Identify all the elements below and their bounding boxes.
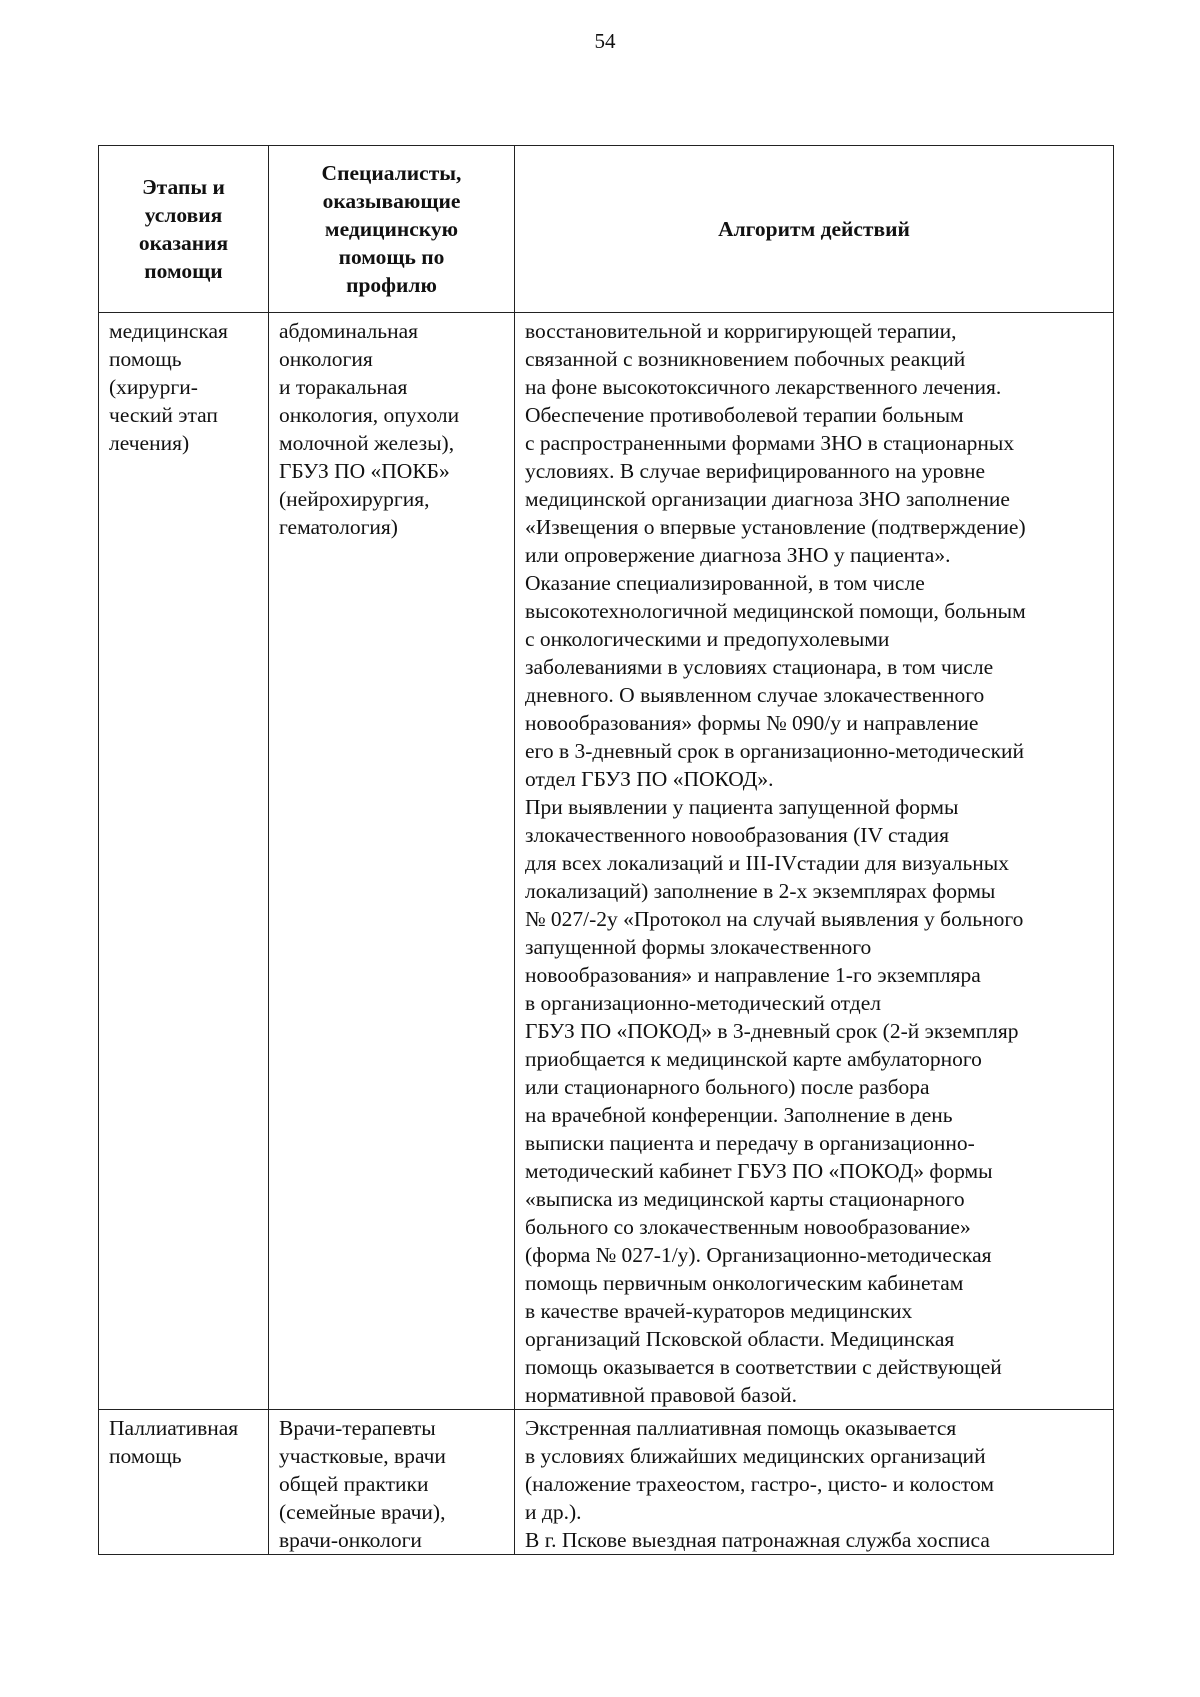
- stage-cell: Паллиативная помощь: [99, 1410, 269, 1555]
- algorithm-cell: Экстренная паллиативная помощь оказывается в условиях ближайших медицинских организаций (наложение трахеостом, гастро-, цисто- и колостом и др.). В г. Пскове выездная патронажная служба хосписа: [515, 1410, 1114, 1555]
- header-algorithm: Алгоритм действий: [515, 146, 1114, 313]
- stage-cell: медицинская помощь (хирурги- ческий этап лечения): [99, 313, 269, 1410]
- table-row: [99, 1410, 1114, 1555]
- specialists-cell: абдоминальная онкология и торакальная онкология, опухоли молочной железы), ГБУЗ ПО «ПОКБ» (нейрохирургия, гематология): [269, 313, 515, 1410]
- table-row: [99, 313, 1114, 1410]
- specialists-cell: Врачи-терапевты участковые, врачи общей практики (семейные врачи), врачи-онкологи: [269, 1410, 515, 1555]
- algorithm-cell: восстановительной и корригирующей терапии, связанной с возникновением побочных реакций на фоне высокотоксичного лекарственного лечения. Обеспечение противоболевой терапии больным с распространенными формами ЗНО в стационарных условиях. В случае верифицированного на уровне медицинской организации диагноза ЗНО заполнение «Извещения о впервые установление (подтверждение) или опровержение диагноза ЗНО у пациента». Оказание специализированной, в том числе высокотехнологичной медицинской помощи, больным с онкологическими и предопухолевыми заболеваниями в условиях стационара, в том числе дневного. О выявленном случае злокачественного новообразования» формы № 090/у и направление его в 3-дневный срок в организационно-методический отдел ГБУЗ ПО «ПОКОД». При выявлении у пациента запущенной формы злокачественного новообразования (IV стадия для всех локализаций и III-IVстадии для визуальных локализаций) заполнение в 2-х экземплярах формы № 027/-2у «Протокол на случай выявления у больного запущенной формы злокачественного новообразования» и направление 1-го экземпляра в организационно-методический отдел ГБУЗ ПО «ПОКОД» в 3-дневный срок (2-й экземпляр приобщается к медицинской карте амбулаторного или стационарного больного) после разбора на врачебной конференции. Заполнение в день выписки пациента и передачу в организационно- методический кабинет ГБУЗ ПО «ПОКОД» формы «выписка из медицинской карты стационарного больного со злокачественным новообразование» (форма № 027-1/у). Организационно-методическая помощь первичным онкологическим кабинетам в качестве врачей-кураторов медицинских организаций Псковской области. Медицинская помощь оказывается в соответствии с действующей нормативной правовой базой.: [515, 313, 1114, 1410]
- header-stages: Этапы и условия оказания помощи: [99, 146, 269, 313]
- table-header-row: [99, 146, 1114, 313]
- care-stages-table: [98, 145, 1114, 1555]
- page-number: 54: [594, 29, 616, 53]
- header-specialists: Специалисты, оказывающие медицинскую помощь по профилю: [269, 146, 515, 313]
